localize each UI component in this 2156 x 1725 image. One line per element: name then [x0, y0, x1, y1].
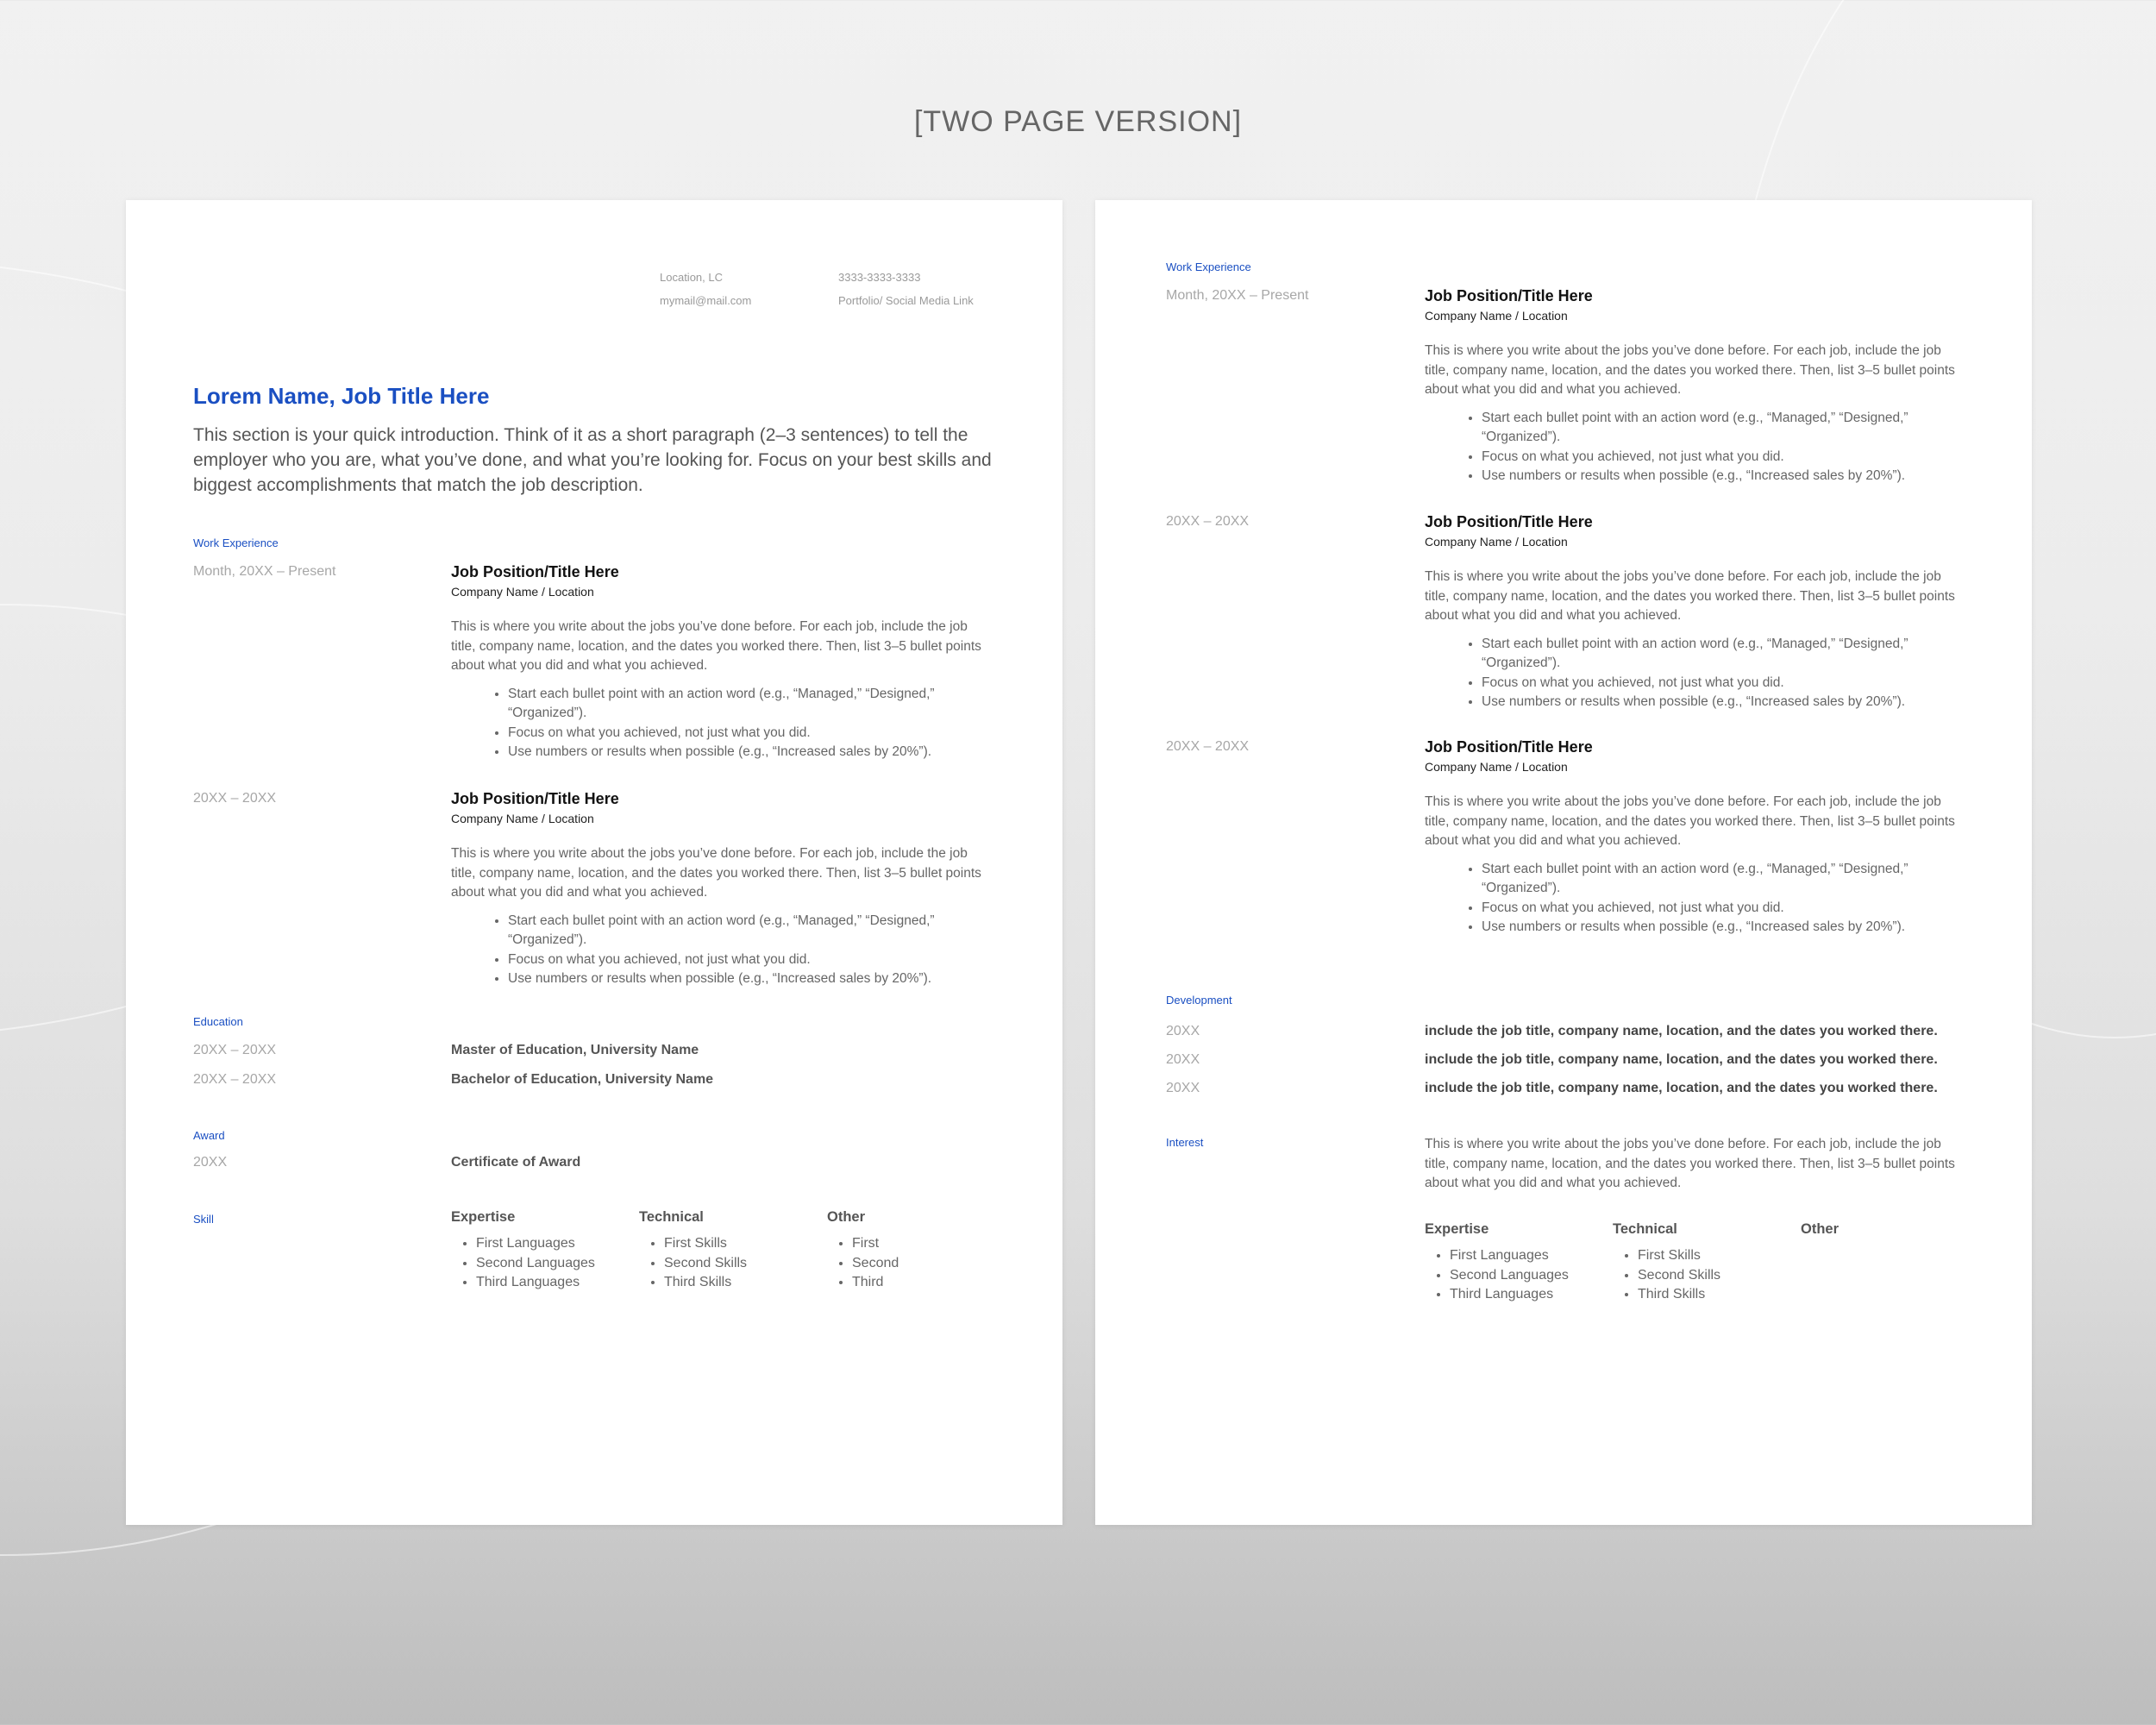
- job-bullet: • Start each bullet point with an action word (e.g., “Managed,” “Designed,” “Organized”).: [1482, 409, 1964, 448]
- job-company: Company Name / Location: [451, 812, 594, 825]
- contact-portfolio: Portfolio/ Social Media Link: [838, 294, 974, 307]
- interest-heading: Other: [1801, 1221, 1839, 1237]
- interest-item: • First Skills: [1638, 1246, 1801, 1266]
- intro-paragraph: This section is your quick introduction. Think of it as a short paragraph (2–3 sentences) to tell the employer who you are, what you’ve done, and what you’re looking for. Focus on your best skills and biggest accomplishments that match the job description.: [193, 425, 992, 495]
- section-label-development: Development: [1166, 994, 1232, 1007]
- interest-item: • Third Languages: [1450, 1285, 1613, 1305]
- job-bullet: • Start each bullet point with an action word (e.g., “Managed,” “Designed,” “Organized”).: [1482, 860, 1964, 899]
- job-company: Company Name / Location: [1425, 309, 1568, 323]
- interest-heading: Expertise: [1425, 1221, 1489, 1237]
- skill-item: • Third Skills: [664, 1273, 827, 1293]
- interest-column-expertise: [1425, 1221, 1613, 1305]
- job-bullets: [1425, 860, 1964, 938]
- interest-item: • Second Languages: [1450, 1266, 1613, 1286]
- development-date: 20XX: [1166, 1024, 1200, 1038]
- award-date: 20XX: [193, 1155, 228, 1170]
- job-date: 20XX – 20XX: [1166, 739, 1250, 754]
- interest-column-other: [1801, 1221, 1989, 1238]
- job-entry: [1425, 513, 1964, 712]
- development-text: include the job title, company name, location, and the dates you worked there.: [1425, 1052, 1938, 1067]
- job-date: Month, 20XX – Present: [1166, 288, 1309, 303]
- job-description: This is where you write about the jobs you’ve done before. For each job, include the job title, company name, location, and the dates you worked there. Then, list 3–5 bullet points about what you did and what you achieved.: [1425, 794, 1955, 848]
- version-banner: [TWO PAGE VERSION]: [913, 105, 1243, 138]
- job-bullets: [1425, 635, 1964, 712]
- job-bullets: [451, 685, 990, 762]
- job-date: 20XX – 20XX: [193, 791, 277, 806]
- job-bullet: • Start each bullet point with an action word (e.g., “Managed,” “Designed,” “Organized”).: [508, 685, 990, 724]
- job-bullet: • Start each bullet point with an action word (e.g., “Managed,” “Designed,” “Organized”).: [508, 912, 990, 950]
- job-company: Company Name / Location: [451, 585, 594, 599]
- education-degree: Bachelor of Education, University Name: [451, 1072, 714, 1087]
- job-bullet: • Focus on what you achieved, not just what you did.: [508, 950, 990, 970]
- interest-item: • Second Skills: [1638, 1266, 1801, 1286]
- job-entry: [1425, 287, 1964, 486]
- job-entry: [451, 790, 990, 989]
- skill-item: • Second Skills: [664, 1254, 827, 1274]
- job-bullet: • Focus on what you achieved, not just what you did.: [1482, 674, 1964, 693]
- job-bullets: [1425, 409, 1964, 486]
- job-description: This is where you write about the jobs you’ve done before. For each job, include the job title, company name, location, and the dates you worked there. Then, list 3–5 bullet points about what you did and what you achieved.: [1425, 343, 1955, 397]
- interest-item: • First Languages: [1450, 1246, 1613, 1266]
- job-date: 20XX – 20XX: [1166, 514, 1250, 529]
- skill-item: • First Languages: [476, 1234, 639, 1254]
- skill-column-expertise: [451, 1209, 639, 1293]
- job-bullet: • Focus on what you achieved, not just what you did.: [1482, 899, 1964, 919]
- section-label-work-experience: Work Experience: [193, 536, 279, 549]
- job-date: Month, 20XX – Present: [193, 564, 336, 579]
- skill-list: [827, 1234, 1015, 1293]
- development-date: 20XX: [1166, 1052, 1200, 1067]
- job-title: Job Position/Title Here: [1425, 513, 1593, 530]
- interest-column-technical: [1613, 1221, 1801, 1305]
- job-description: This is where you write about the jobs you’ve done before. For each job, include the job title, company name, location, and the dates you worked there. Then, list 3–5 bullet points about what you did and what you achieved.: [1425, 569, 1955, 623]
- job-entry: [1425, 738, 1964, 938]
- job-bullet: • Use numbers or results when possible (e.g., “Increased sales by 20%”).: [508, 743, 990, 762]
- education-date: 20XX – 20XX: [193, 1043, 277, 1057]
- job-title: Job Position/Title Here: [451, 563, 619, 580]
- job-bullet: • Use numbers or results when possible (e.g., “Increased sales by 20%”).: [1482, 918, 1964, 938]
- interest-list: [1613, 1246, 1801, 1305]
- skill-list: [451, 1234, 639, 1293]
- interest-list: [1425, 1246, 1613, 1305]
- job-bullet: • Focus on what you achieved, not just what you did.: [508, 724, 990, 743]
- skill-heading: Technical: [639, 1209, 704, 1225]
- contact-email: mymail@mail.com: [660, 294, 752, 307]
- skill-item: • Second Languages: [476, 1254, 639, 1274]
- job-title: Job Position/Title Here: [1425, 738, 1593, 756]
- contact-location: Location, LC: [660, 271, 723, 284]
- job-title: Job Position/Title Here: [451, 790, 619, 807]
- job-bullet: • Use numbers or results when possible (e.g., “Increased sales by 20%”).: [508, 969, 990, 989]
- development-date: 20XX: [1166, 1081, 1200, 1095]
- skill-heading: Other: [827, 1209, 866, 1225]
- name-title: Lorem Name, Job Title Here: [193, 383, 490, 409]
- interest-heading: Technical: [1613, 1221, 1677, 1237]
- job-company: Company Name / Location: [1425, 535, 1568, 549]
- job-bullet: • Use numbers or results when possible (e.g., “Increased sales by 20%”).: [1482, 693, 1964, 712]
- skill-item: • First Skills: [664, 1234, 827, 1254]
- job-bullet: • Focus on what you achieved, not just what you did.: [1482, 448, 1964, 467]
- job-bullet: • Start each bullet point with an action word (e.g., “Managed,” “Designed,” “Organized”).: [1482, 635, 1964, 674]
- education-degree: Master of Education, University Name: [451, 1043, 699, 1057]
- section-label-interest: Interest: [1166, 1136, 1204, 1149]
- skill-item: • Second: [852, 1254, 1015, 1274]
- skill-item: • Third: [852, 1273, 1015, 1293]
- job-bullets: [451, 912, 990, 989]
- section-label-work-experience: Work Experience: [1166, 260, 1251, 273]
- job-company: Company Name / Location: [1425, 760, 1568, 774]
- skill-list: [639, 1234, 827, 1293]
- contact-phone: 3333-3333-3333: [838, 271, 921, 284]
- resume-page-one: [126, 200, 1062, 1525]
- interest-description: This is where you write about the jobs you’ve done before. For each job, include the job title, company name, location, and the dates you worked there. Then, list 3–5 bullet points about what you did and what you achieved.: [1425, 1137, 1955, 1190]
- section-label-award: Award: [193, 1129, 225, 1142]
- development-text: include the job title, company name, location, and the dates you worked there.: [1425, 1081, 1938, 1095]
- award-name: Certificate of Award: [451, 1155, 581, 1170]
- skill-item: • Third Languages: [476, 1273, 639, 1293]
- skill-item: • First: [852, 1234, 1015, 1254]
- job-title: Job Position/Title Here: [1425, 287, 1593, 304]
- section-label-skill: Skill: [193, 1213, 214, 1226]
- resume-page-two: [1095, 200, 2032, 1525]
- education-date: 20XX – 20XX: [193, 1072, 277, 1087]
- skill-column-other: [827, 1209, 1015, 1293]
- job-description: This is where you write about the jobs you’ve done before. For each job, include the job title, company name, location, and the dates you worked there. Then, list 3–5 bullet points about what you did and what you achieved.: [451, 619, 981, 673]
- section-label-education: Education: [193, 1015, 243, 1028]
- skill-heading: Expertise: [451, 1209, 516, 1225]
- interest-item: • Third Skills: [1638, 1285, 1801, 1305]
- development-text: include the job title, company name, location, and the dates you worked there.: [1425, 1024, 1938, 1038]
- job-description: This is where you write about the jobs you’ve done before. For each job, include the job title, company name, location, and the dates you worked there. Then, list 3–5 bullet points about what you did and what you achieved.: [451, 846, 981, 900]
- skill-column-technical: [639, 1209, 827, 1293]
- job-bullet: • Use numbers or results when possible (e.g., “Increased sales by 20%”).: [1482, 467, 1964, 486]
- job-entry: [451, 563, 990, 762]
